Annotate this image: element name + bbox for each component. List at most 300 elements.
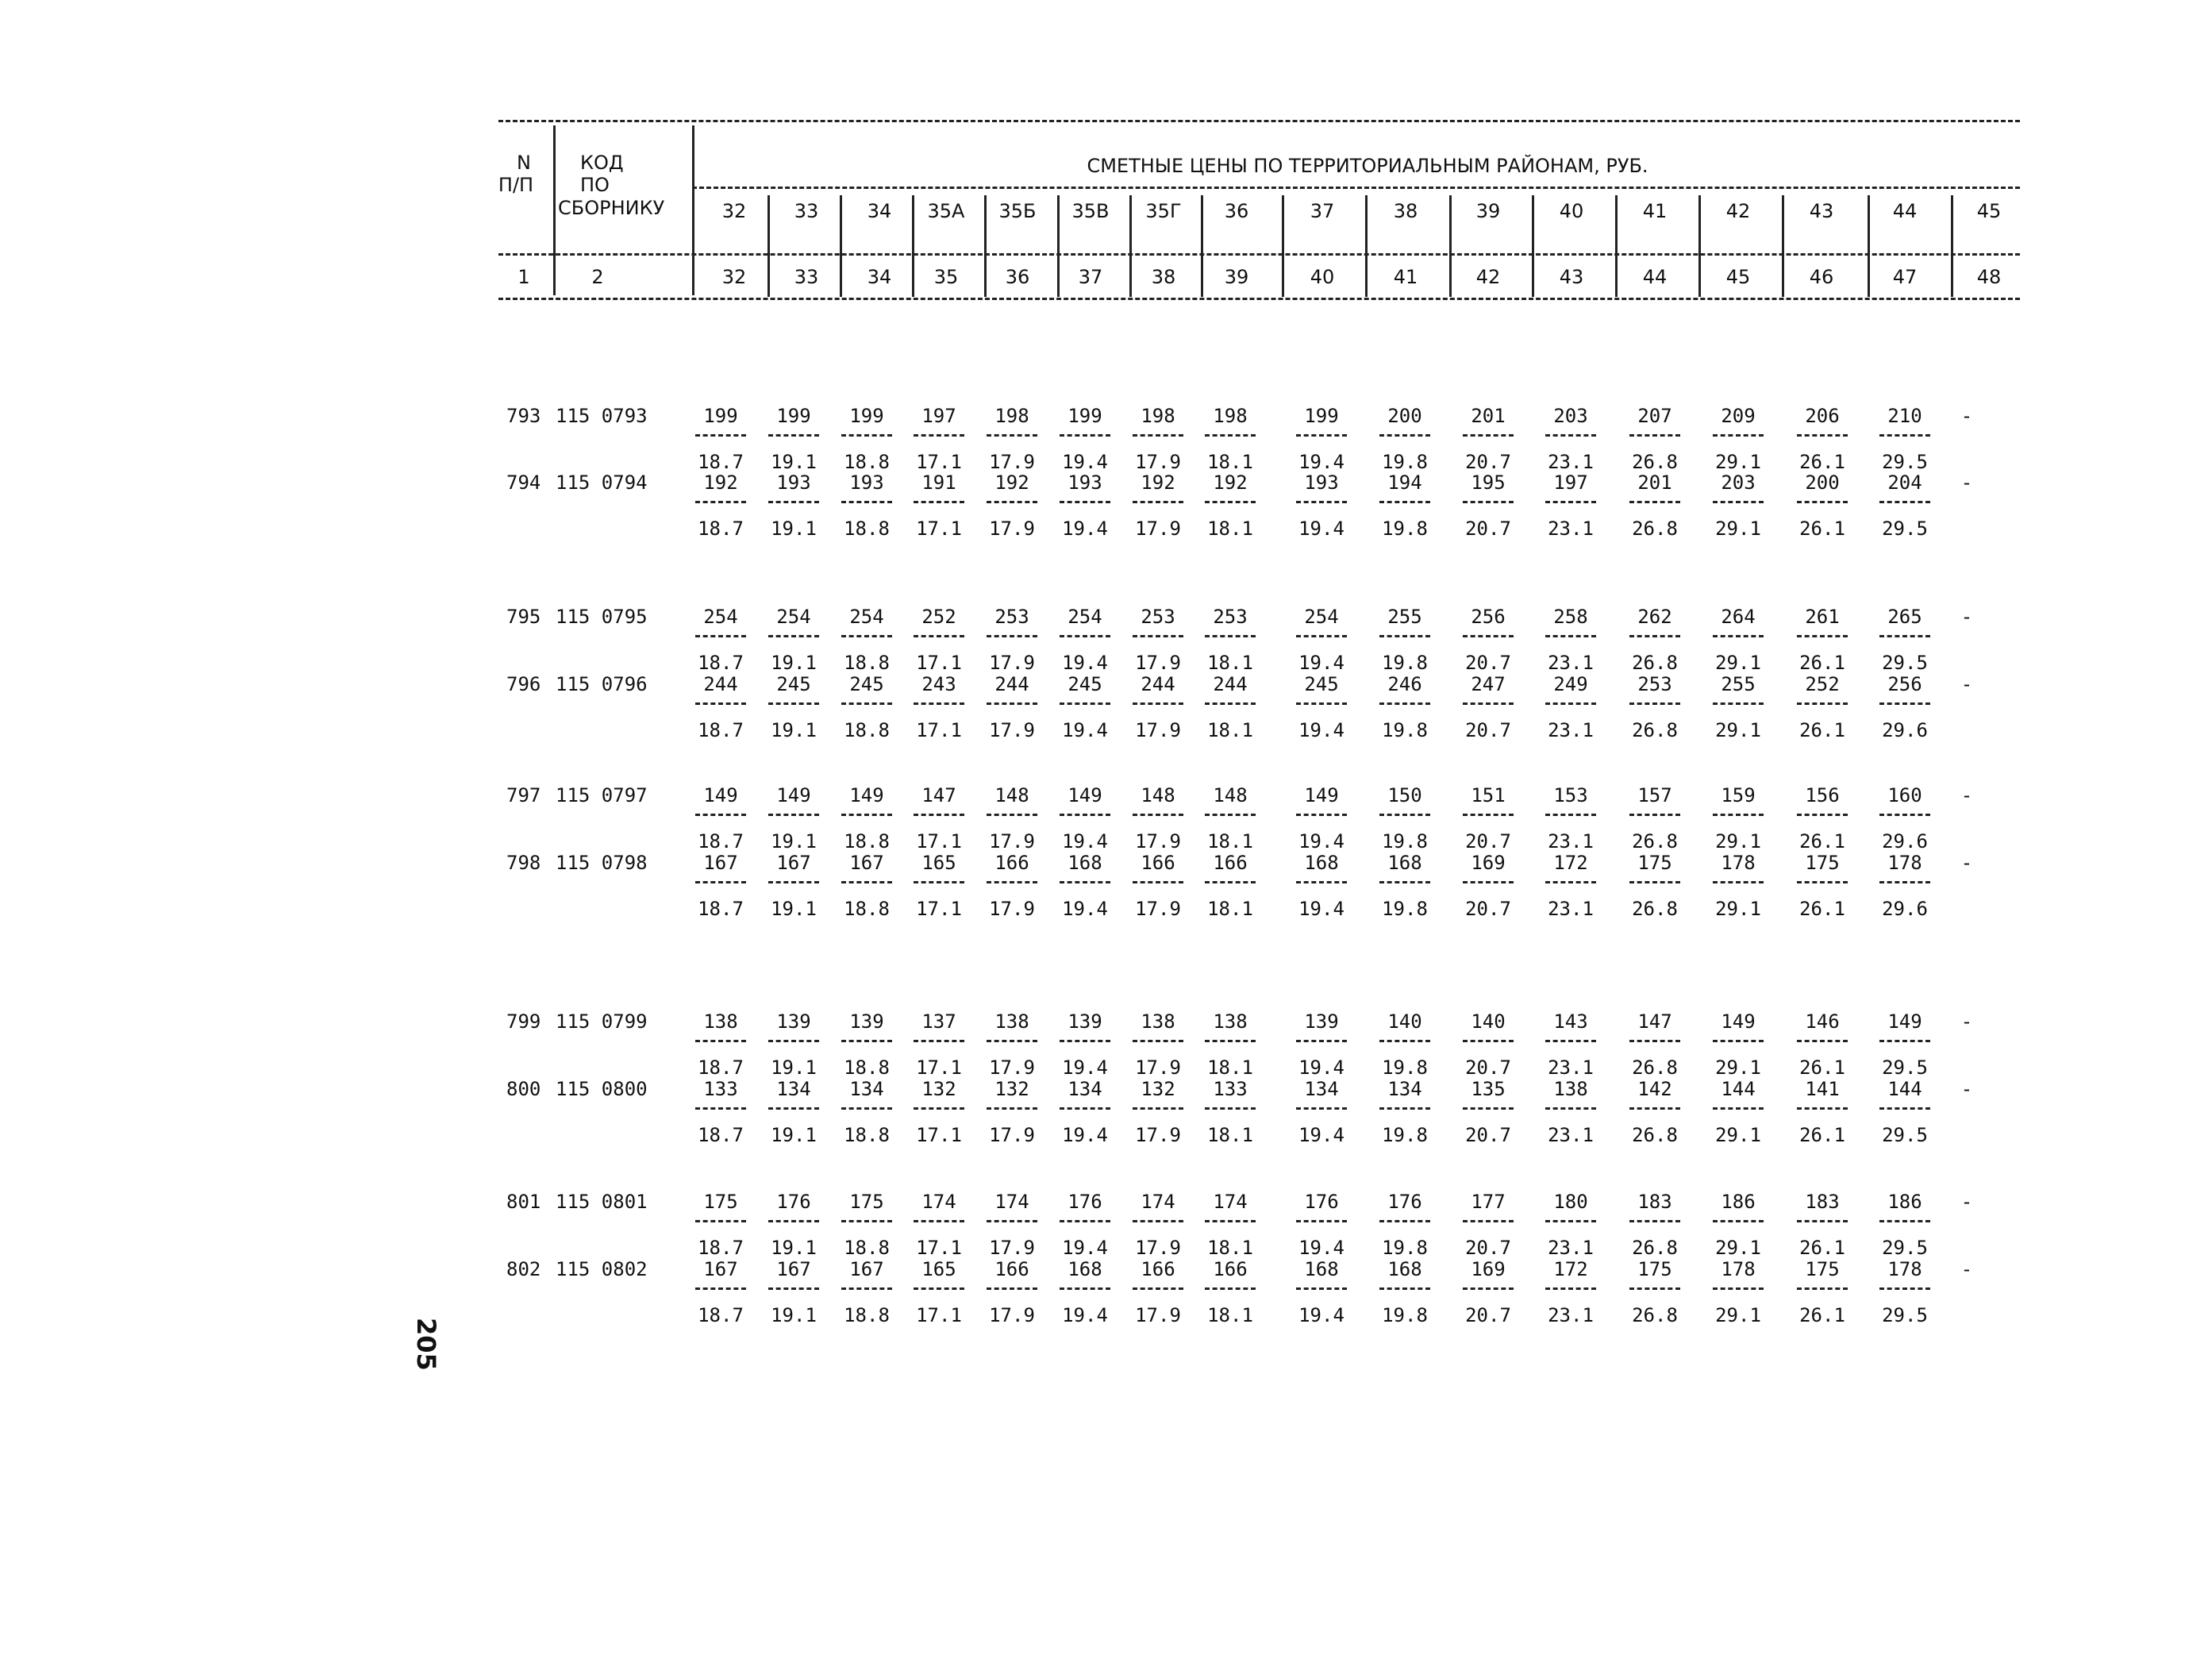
price-cell: 201 [1637, 471, 1672, 494]
coefficient-cell: 17.1 [916, 1304, 962, 1326]
fraction-bar [1205, 814, 1256, 816]
price-cell: 183 [1805, 1191, 1840, 1213]
coefficient-cell: 17.9 [989, 1124, 1035, 1146]
price-cell: 168 [1068, 852, 1102, 874]
fraction-bar [1296, 501, 1347, 503]
region-header: 37 [1310, 200, 1335, 222]
column-index: 42 [1475, 266, 1501, 288]
fraction-bar [987, 814, 1037, 816]
region-header: 33 [794, 200, 819, 222]
fraction-bar [1296, 1040, 1347, 1042]
coefficient-cell: 26.8 [1632, 451, 1678, 473]
price-cell: 134 [1387, 1078, 1422, 1100]
coefficient-cell: 18.7 [698, 652, 744, 674]
fraction-bar [1296, 1220, 1347, 1222]
fraction-bar [1205, 881, 1256, 883]
header-column-divider [1365, 195, 1368, 297]
price-cell: 134 [1068, 1078, 1102, 1100]
coefficient-cell: 19.8 [1382, 652, 1428, 674]
header-title-rule [692, 187, 2020, 189]
fraction-bar [1797, 702, 1848, 705]
coefficient-cell: 18.7 [698, 898, 744, 920]
header-column-divider [1057, 195, 1060, 297]
price-cell: 168 [1387, 852, 1422, 874]
fraction-bar [1879, 814, 1930, 816]
table-title: СМЕТНЫЕ ЦЕНЫ ПО ТЕРРИТОРИАЛЬНЫМ РАЙОНАМ, РУБ. [1087, 155, 1648, 177]
coefficient-cell: 26.1 [1799, 1057, 1845, 1079]
fraction-bar [1296, 814, 1347, 816]
fraction-bar [1797, 434, 1848, 437]
price-cell: 252 [921, 606, 956, 628]
fraction-bar [1205, 1040, 1256, 1042]
region-header: 36 [1224, 200, 1249, 222]
region-header: 38 [1393, 200, 1418, 222]
header-column-divider [1782, 195, 1784, 297]
price-cell: 176 [1304, 1191, 1339, 1213]
row-code: 115 0801 [556, 1191, 648, 1213]
price-cell: 252 [1805, 673, 1840, 695]
price-cell: 149 [849, 784, 884, 806]
coefficient-cell: 18.8 [844, 451, 890, 473]
fraction-bar [1133, 1287, 1183, 1290]
price-cell: 245 [776, 673, 811, 695]
coefficient-cell: 29.5 [1882, 451, 1928, 473]
coefficient-cell: 19.4 [1298, 830, 1345, 853]
fraction-bar [987, 881, 1037, 883]
coefficient-cell: 18.7 [698, 830, 744, 853]
coefficient-cell: 29.5 [1882, 652, 1928, 674]
price-cell: 193 [849, 471, 884, 494]
fraction-bar [1463, 501, 1514, 503]
fraction-bar [695, 814, 746, 816]
coefficient-cell: 23.1 [1548, 830, 1594, 853]
fraction-bar [1879, 1220, 1930, 1222]
coefficient-cell: 26.8 [1632, 830, 1678, 853]
price-cell: 183 [1637, 1191, 1672, 1213]
coefficient-cell: 17.9 [1135, 1124, 1181, 1146]
price-cell: 147 [921, 784, 956, 806]
fraction-bar [1797, 1040, 1848, 1042]
fraction-bar [914, 434, 964, 437]
price-cell: 176 [1387, 1191, 1422, 1213]
coefficient-cell: 17.1 [916, 1057, 962, 1079]
fraction-bar [1133, 434, 1183, 437]
fraction-bar [1797, 501, 1848, 503]
price-cell: 166 [1213, 852, 1248, 874]
fraction-bar [695, 1040, 746, 1042]
col-n-label: N [517, 152, 531, 174]
coefficient-cell: 19.1 [771, 898, 817, 920]
fraction-bar [1379, 1040, 1430, 1042]
fraction-bar [1713, 1287, 1764, 1290]
coefficient-cell: 17.9 [1135, 1057, 1181, 1079]
coefficient-cell: 17.9 [1135, 898, 1181, 920]
coefficient-cell: 18.1 [1207, 518, 1253, 540]
fraction-bar [1545, 1287, 1596, 1290]
price-cell: 244 [703, 673, 738, 695]
price-cell: 210 [1887, 405, 1922, 427]
fraction-bar [987, 1040, 1037, 1042]
price-cell: 201 [1471, 405, 1506, 427]
fraction-bar [1379, 702, 1430, 705]
coefficient-cell: 26.8 [1632, 1124, 1678, 1146]
row-number: 795 [506, 606, 541, 628]
coefficient-cell: 18.8 [844, 719, 890, 741]
price-cell: 193 [1068, 471, 1102, 494]
coefficient-cell: 26.1 [1799, 719, 1845, 741]
fraction-bar [1296, 1107, 1347, 1110]
price-cell: 178 [1887, 1258, 1922, 1280]
col-code-label: СБОРНИКУ [558, 197, 665, 219]
fraction-bar [1713, 434, 1764, 437]
coefficient-cell: 23.1 [1548, 1124, 1594, 1146]
column-index: 43 [1559, 266, 1584, 288]
price-cell: 245 [1068, 673, 1102, 695]
coefficient-cell: 19.1 [771, 518, 817, 540]
coefficient-cell: 17.9 [1135, 830, 1181, 853]
fraction-bar [1205, 1287, 1256, 1290]
header-column-divider [840, 195, 842, 297]
fraction-bar [768, 434, 819, 437]
fraction-bar [1545, 814, 1596, 816]
fraction-bar [1296, 881, 1347, 883]
fraction-bar [1133, 1107, 1183, 1110]
coefficient-cell: 26.8 [1632, 652, 1678, 674]
price-cell: 166 [1213, 1258, 1248, 1280]
coefficient-cell: 17.9 [1135, 518, 1181, 540]
fraction-bar [1379, 1287, 1430, 1290]
price-cell: 140 [1387, 1010, 1422, 1033]
coefficient-cell: 19.1 [771, 451, 817, 473]
price-cell: 165 [921, 1258, 956, 1280]
header-column-divider [1868, 195, 1870, 297]
coefficient-cell: 29.1 [1715, 451, 1761, 473]
fraction-bar [1629, 1287, 1680, 1290]
price-cell: 178 [1887, 852, 1922, 874]
fraction-bar [1463, 434, 1514, 437]
fraction-bar [914, 501, 964, 503]
fraction-bar [914, 881, 964, 883]
fraction-bar [1379, 434, 1430, 437]
coefficient-cell: 20.7 [1465, 518, 1511, 540]
header-column-divider [692, 125, 694, 295]
fraction-bar [1463, 1107, 1514, 1110]
fraction-bar [1629, 814, 1680, 816]
price-cell: 148 [1141, 784, 1175, 806]
price-cell: 180 [1553, 1191, 1588, 1213]
coefficient-cell: 23.1 [1548, 652, 1594, 674]
fraction-bar [1879, 881, 1930, 883]
fraction-bar [1879, 501, 1930, 503]
fraction-bar [1879, 702, 1930, 705]
price-cell: 132 [921, 1078, 956, 1100]
coefficient-cell: 18.1 [1207, 1304, 1253, 1326]
price-cell: 133 [1213, 1078, 1248, 1100]
coefficient-cell: 23.1 [1548, 898, 1594, 920]
last-column-dash: - [1960, 405, 1973, 427]
row-number: 796 [506, 673, 541, 695]
fraction-bar [1797, 635, 1848, 637]
header-column-divider [1698, 195, 1701, 297]
fraction-bar [768, 1107, 819, 1110]
price-cell: 141 [1805, 1078, 1840, 1100]
price-cell: 139 [1304, 1010, 1339, 1033]
column-index: 40 [1310, 266, 1335, 288]
header-column-divider [553, 125, 556, 295]
coefficient-cell: 17.1 [916, 1237, 962, 1259]
price-cell: 197 [921, 405, 956, 427]
coefficient-cell: 19.4 [1298, 451, 1345, 473]
coefficient-cell: 17.9 [1135, 1304, 1181, 1326]
coefficient-cell: 18.1 [1207, 830, 1253, 853]
fraction-bar [1133, 814, 1183, 816]
price-cell: 139 [849, 1010, 884, 1033]
last-column-dash: - [1960, 1010, 1973, 1033]
coefficient-cell: 19.8 [1382, 1124, 1428, 1146]
coefficient-cell: 23.1 [1548, 518, 1594, 540]
row-code: 115 0800 [556, 1078, 648, 1100]
fraction-bar [1713, 814, 1764, 816]
coefficient-cell: 29.5 [1882, 1237, 1928, 1259]
column-index: 45 [1725, 266, 1751, 288]
coefficient-cell: 20.7 [1465, 1057, 1511, 1079]
coefficient-cell: 29.1 [1715, 719, 1761, 741]
price-cell: 133 [703, 1078, 738, 1100]
price-cell: 168 [1068, 1258, 1102, 1280]
coefficient-cell: 19.4 [1062, 652, 1108, 674]
price-cell: 143 [1553, 1010, 1588, 1033]
last-column-dash: - [1960, 852, 1973, 874]
fraction-bar [1133, 635, 1183, 637]
fraction-bar [1629, 1107, 1680, 1110]
coefficient-cell: 29.1 [1715, 1237, 1761, 1259]
fraction-bar [1629, 635, 1680, 637]
fraction-bar [841, 702, 892, 705]
last-column-dash: - [1960, 1191, 1973, 1213]
header-column-divider [1282, 195, 1284, 297]
coefficient-cell: 19.4 [1062, 898, 1108, 920]
price-cell: 253 [1213, 606, 1248, 628]
coefficient-cell: 19.4 [1298, 1237, 1345, 1259]
row-code: 115 0798 [556, 852, 648, 874]
coefficient-cell: 17.1 [916, 898, 962, 920]
price-cell: 245 [849, 673, 884, 695]
coefficient-cell: 19.8 [1382, 830, 1428, 853]
coefficient-cell: 29.6 [1882, 719, 1928, 741]
price-cell: 149 [1721, 1010, 1756, 1033]
fraction-bar [1713, 1107, 1764, 1110]
price-cell: 203 [1553, 405, 1588, 427]
price-cell: 194 [1387, 471, 1422, 494]
coefficient-cell: 19.4 [1062, 1124, 1108, 1146]
column-index: 39 [1224, 266, 1249, 288]
fraction-bar [1545, 702, 1596, 705]
region-header: 34 [867, 200, 892, 222]
coefficient-cell: 18.7 [698, 1304, 744, 1326]
fraction-bar [1296, 434, 1347, 437]
fraction-bar [1379, 501, 1430, 503]
last-column-dash: - [1960, 1078, 1973, 1100]
coefficient-cell: 26.1 [1799, 898, 1845, 920]
coefficient-cell: 26.1 [1799, 830, 1845, 853]
fraction-bar [1545, 1220, 1596, 1222]
price-cell: 200 [1805, 471, 1840, 494]
price-cell: 139 [1068, 1010, 1102, 1033]
price-cell: 149 [776, 784, 811, 806]
price-cell: 167 [776, 852, 811, 874]
region-header: 42 [1725, 200, 1751, 222]
coefficient-cell: 18.7 [698, 1057, 744, 1079]
coefficient-cell: 19.8 [1382, 518, 1428, 540]
fraction-bar [1379, 635, 1430, 637]
coefficient-cell: 18.7 [698, 719, 744, 741]
fraction-bar [1713, 702, 1764, 705]
price-cell: 207 [1637, 405, 1672, 427]
fraction-bar [914, 702, 964, 705]
region-header: 44 [1892, 200, 1918, 222]
coefficient-cell: 19.8 [1382, 719, 1428, 741]
price-cell: 167 [703, 852, 738, 874]
fraction-bar [841, 1107, 892, 1110]
row-number: 798 [506, 852, 541, 874]
column-index: 37 [1078, 266, 1103, 288]
price-cell: 254 [1304, 606, 1339, 628]
coefficient-cell: 19.4 [1298, 1304, 1345, 1326]
fraction-bar [987, 434, 1037, 437]
price-cell: 175 [1805, 852, 1840, 874]
coefficient-cell: 18.7 [698, 451, 744, 473]
coefficient-cell: 19.4 [1062, 1304, 1108, 1326]
column-index: 46 [1809, 266, 1834, 288]
column-index: 34 [867, 266, 892, 288]
fraction-bar [1629, 881, 1680, 883]
fraction-bar [1713, 1220, 1764, 1222]
fraction-bar [695, 1287, 746, 1290]
price-cell: 192 [994, 471, 1029, 494]
price-cell: 261 [1805, 606, 1840, 628]
coefficient-cell: 19.8 [1382, 1057, 1428, 1079]
fraction-bar [1463, 1287, 1514, 1290]
coefficient-cell: 18.8 [844, 830, 890, 853]
fraction-bar [1060, 1287, 1110, 1290]
coefficient-cell: 18.8 [844, 652, 890, 674]
coefficient-cell: 19.4 [1298, 652, 1345, 674]
fraction-bar [768, 881, 819, 883]
price-cell: 134 [776, 1078, 811, 1100]
coefficient-cell: 29.6 [1882, 898, 1928, 920]
coefficient-cell: 29.1 [1715, 898, 1761, 920]
price-cell: 265 [1887, 606, 1922, 628]
fraction-bar [1060, 434, 1110, 437]
last-column-dash: - [1960, 1258, 1973, 1280]
coefficient-cell: 26.8 [1632, 1237, 1678, 1259]
coefficient-cell: 26.8 [1632, 719, 1678, 741]
price-cell: 166 [994, 852, 1029, 874]
header-column-divider [984, 195, 987, 297]
fraction-bar [914, 1107, 964, 1110]
fraction-bar [1879, 1040, 1930, 1042]
fraction-bar [987, 1287, 1037, 1290]
fraction-bar [1133, 881, 1183, 883]
price-cell: 176 [776, 1191, 811, 1213]
fraction-bar [1296, 635, 1347, 637]
fraction-bar [841, 1287, 892, 1290]
price-cell: 166 [1141, 852, 1175, 874]
price-cell: 175 [1637, 852, 1672, 874]
price-cell: 138 [994, 1010, 1029, 1033]
price-cell: 138 [1141, 1010, 1175, 1033]
price-cell: 148 [1213, 784, 1248, 806]
price-cell: 253 [994, 606, 1029, 628]
price-cell: 172 [1553, 1258, 1588, 1280]
price-cell: 186 [1721, 1191, 1756, 1213]
fraction-bar [841, 1040, 892, 1042]
coefficient-cell: 26.1 [1799, 1304, 1845, 1326]
coefficient-cell: 23.1 [1548, 1057, 1594, 1079]
fraction-bar [1797, 881, 1848, 883]
coefficient-cell: 17.9 [989, 451, 1035, 473]
coefficient-cell: 23.1 [1548, 451, 1594, 473]
row-code: 115 0793 [556, 405, 648, 427]
coefficient-cell: 17.1 [916, 518, 962, 540]
fraction-bar [1060, 881, 1110, 883]
coefficient-cell: 20.7 [1465, 1237, 1511, 1259]
row-code: 115 0796 [556, 673, 648, 695]
fraction-bar [1060, 501, 1110, 503]
coefficient-cell: 26.8 [1632, 898, 1678, 920]
region-header: 43 [1809, 200, 1834, 222]
fraction-bar [1379, 1220, 1430, 1222]
price-cell: 209 [1721, 405, 1756, 427]
coefficient-cell: 26.8 [1632, 518, 1678, 540]
coefficient-cell: 17.9 [1135, 1237, 1181, 1259]
fraction-bar [1133, 501, 1183, 503]
coefficient-cell: 29.1 [1715, 1057, 1761, 1079]
price-cell: 135 [1471, 1078, 1506, 1100]
fraction-bar [1629, 702, 1680, 705]
price-cell: 157 [1637, 784, 1672, 806]
price-cell: 169 [1471, 1258, 1506, 1280]
price-cell: 191 [921, 471, 956, 494]
coefficient-cell: 26.8 [1632, 1057, 1678, 1079]
price-cell: 175 [1805, 1258, 1840, 1280]
coefficient-cell: 29.5 [1882, 1304, 1928, 1326]
price-cell: 150 [1387, 784, 1422, 806]
fraction-bar [1797, 814, 1848, 816]
row-number: 797 [506, 784, 541, 806]
coefficient-cell: 18.1 [1207, 1237, 1253, 1259]
fraction-bar [768, 501, 819, 503]
price-cell: 254 [703, 606, 738, 628]
price-cell: 195 [1471, 471, 1506, 494]
fraction-bar [1133, 1220, 1183, 1222]
fraction-bar [1379, 1107, 1430, 1110]
coefficient-cell: 19.8 [1382, 1304, 1428, 1326]
fraction-bar [1629, 1220, 1680, 1222]
fraction-bar [1133, 1040, 1183, 1042]
coefficient-cell: 23.1 [1548, 719, 1594, 741]
coefficient-cell: 29.1 [1715, 652, 1761, 674]
fraction-bar [695, 881, 746, 883]
fraction-bar [695, 1107, 746, 1110]
fraction-bar [914, 814, 964, 816]
coefficient-cell: 18.1 [1207, 451, 1253, 473]
coefficient-cell: 19.1 [771, 719, 817, 741]
fraction-bar [914, 1040, 964, 1042]
header-column-divider [1449, 195, 1452, 297]
price-cell: 144 [1721, 1078, 1756, 1100]
row-number: 794 [506, 471, 541, 494]
